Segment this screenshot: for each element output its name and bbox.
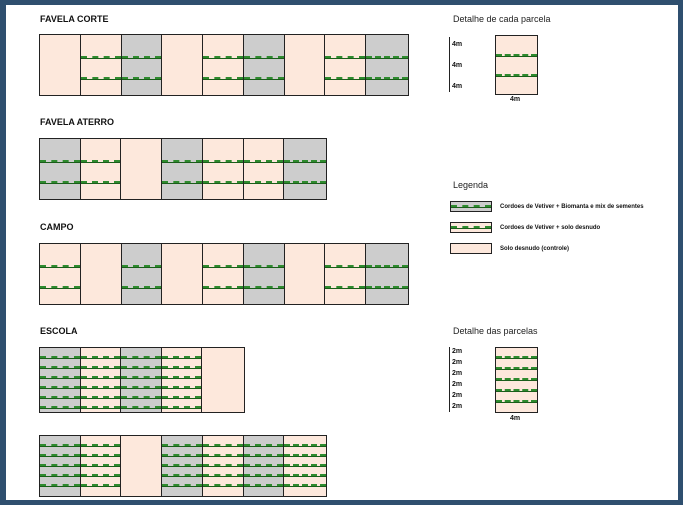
plot-control xyxy=(121,436,162,496)
vetiver-cord xyxy=(162,474,202,477)
vetiver-cord xyxy=(203,484,243,487)
plot-vetiver-bare xyxy=(203,244,244,304)
legend-label: Cordoes de Vetiver + solo desnudo xyxy=(500,224,601,231)
vetiver-cord xyxy=(203,444,243,447)
legend-swatch xyxy=(450,222,492,233)
vetiver-cord xyxy=(121,366,161,369)
plot-vetiver-biomanta xyxy=(40,348,81,412)
plot-row-escola-2 xyxy=(39,435,327,497)
vetiver-cord xyxy=(203,160,243,163)
scale-bar-vertical xyxy=(449,347,450,412)
vetiver-cord xyxy=(40,406,80,409)
vetiver-cord xyxy=(162,396,202,399)
plot-vetiver-biomanta xyxy=(284,139,326,199)
vetiver-cord xyxy=(203,464,243,467)
vetiver-cord xyxy=(40,265,80,268)
vetiver-cord xyxy=(81,181,121,184)
plot-vetiver-bare xyxy=(40,244,81,304)
vetiver-cord xyxy=(366,77,408,80)
plot-control xyxy=(162,35,203,95)
vetiver-cord xyxy=(284,160,326,163)
vetiver-cord xyxy=(40,286,80,289)
vetiver-cord xyxy=(496,367,537,370)
section-title-favela-aterro: FAVELA ATERRO xyxy=(40,117,114,127)
plot-vetiver-bare xyxy=(81,35,122,95)
plot-vetiver-biomanta xyxy=(121,348,162,412)
vetiver-cord xyxy=(162,386,202,389)
vetiver-cord xyxy=(40,484,80,487)
vetiver-cord xyxy=(366,56,408,59)
vetiver-cord xyxy=(162,160,202,163)
legend-label: Solo desnudo (controle) xyxy=(500,245,569,252)
vetiver-cord xyxy=(81,366,121,369)
plot-vetiver-biomanta xyxy=(244,244,285,304)
section-title-escola: ESCOLA xyxy=(40,326,78,336)
vetiver-cord xyxy=(40,376,80,379)
vetiver-cord xyxy=(162,464,202,467)
vetiver-cord xyxy=(122,56,162,59)
plot-vetiver-bare xyxy=(284,436,326,496)
vetiver-cord xyxy=(40,454,80,457)
vetiver-cord xyxy=(81,484,121,487)
vetiver-cord xyxy=(284,181,326,184)
vetiver-cord xyxy=(81,454,121,457)
scale-label: 2m xyxy=(452,381,463,388)
scale-label: 4m xyxy=(452,83,463,90)
plot-vetiver-biomanta xyxy=(244,35,285,95)
vetiver-cord xyxy=(40,464,80,467)
vetiver-cord xyxy=(81,406,121,409)
plot-vetiver-biomanta xyxy=(162,139,203,199)
vetiver-cord xyxy=(162,356,202,359)
plot-row-escola-1 xyxy=(39,347,245,413)
vetiver-cord xyxy=(162,376,202,379)
plot-control xyxy=(40,35,81,95)
vetiver-cord xyxy=(496,74,537,77)
plot-vetiver-biomanta xyxy=(366,244,408,304)
vetiver-cord xyxy=(40,160,80,163)
plot-vetiver-biomanta xyxy=(122,244,163,304)
vetiver-cord xyxy=(244,265,284,268)
plot-vetiver-biomanta xyxy=(162,436,203,496)
vetiver-cord xyxy=(203,181,243,184)
vetiver-cord xyxy=(284,464,326,467)
legend-swatch xyxy=(450,201,492,212)
vetiver-cord xyxy=(496,400,537,403)
plot-control xyxy=(202,348,244,412)
plot-vetiver-biomanta xyxy=(244,436,285,496)
scale-label-bottom: 4m xyxy=(510,415,521,422)
vetiver-cord xyxy=(40,356,80,359)
vetiver-cord xyxy=(40,444,80,447)
plot-vetiver-bare xyxy=(325,35,366,95)
plot-row-favela-corte xyxy=(39,34,409,96)
plot-vetiver-bare xyxy=(81,348,122,412)
plot-vetiver-biomanta xyxy=(366,35,408,95)
legend-title: Legenda xyxy=(453,180,489,190)
vetiver-cord xyxy=(162,444,202,447)
vetiver-cord xyxy=(162,181,202,184)
scale-label: 2m xyxy=(452,403,463,410)
vetiver-cord xyxy=(244,464,284,467)
plot-control xyxy=(285,244,326,304)
scale-label: 2m xyxy=(452,359,463,366)
detail-plot-multi xyxy=(495,347,538,413)
vetiver-cord xyxy=(325,265,365,268)
plot-vetiver-biomanta xyxy=(40,139,81,199)
vetiver-cord xyxy=(451,226,491,229)
vetiver-cord xyxy=(81,444,121,447)
vetiver-cord xyxy=(121,396,161,399)
detail-title-parcelas: Detalhe das parcelas xyxy=(453,326,538,336)
vetiver-cord xyxy=(496,356,537,359)
scale-label: 4m xyxy=(452,62,463,69)
legend-item-control xyxy=(450,243,569,254)
vetiver-cord xyxy=(162,454,202,457)
scale-label: 4m xyxy=(452,41,463,48)
vetiver-cord xyxy=(244,56,284,59)
plot-row-campo xyxy=(39,243,409,305)
legend-swatch xyxy=(450,243,492,254)
plot-control xyxy=(285,35,326,95)
legend-label: Cordoes de Vetiver + Biomanta e mix de sementes xyxy=(500,203,644,210)
vetiver-cord xyxy=(81,356,121,359)
vetiver-cord xyxy=(81,56,121,59)
section-title-favela-corte: FAVELA CORTE xyxy=(40,14,109,24)
legend-item-biomanta xyxy=(450,201,644,212)
vetiver-cord xyxy=(203,286,243,289)
vetiver-cord xyxy=(81,396,121,399)
plot-vetiver-bare xyxy=(203,35,244,95)
vetiver-cord xyxy=(496,378,537,381)
vetiver-cord xyxy=(203,77,243,80)
vetiver-cord xyxy=(121,406,161,409)
vetiver-cord xyxy=(244,160,284,163)
vetiver-cord xyxy=(451,205,491,208)
scale-label-bottom: 4m xyxy=(510,96,521,103)
vetiver-cord xyxy=(122,77,162,80)
vetiver-cord xyxy=(81,386,121,389)
vetiver-cord xyxy=(162,484,202,487)
plot-vetiver-bare xyxy=(325,244,366,304)
vetiver-cord xyxy=(121,356,161,359)
plot-vetiver-bare xyxy=(81,436,122,496)
detail-title-parcela: Detalhe de cada parcela xyxy=(453,14,551,24)
plot-vetiver-bare xyxy=(203,436,244,496)
vetiver-cord xyxy=(81,160,121,163)
vetiver-cord xyxy=(203,454,243,457)
vetiver-cord xyxy=(121,386,161,389)
plot-vetiver-biomanta xyxy=(40,436,81,496)
vetiver-cord xyxy=(244,484,284,487)
vetiver-cord xyxy=(325,77,365,80)
vetiver-cord xyxy=(325,56,365,59)
vetiver-cord xyxy=(203,56,243,59)
vetiver-cord xyxy=(496,389,537,392)
plot-vetiver-bare xyxy=(244,139,285,199)
vetiver-cord xyxy=(244,454,284,457)
vetiver-cord xyxy=(40,474,80,477)
vetiver-cord xyxy=(244,286,284,289)
plot-control xyxy=(81,244,122,304)
vetiver-cord xyxy=(284,454,326,457)
scale-label: 2m xyxy=(452,392,463,399)
vetiver-cord xyxy=(40,396,80,399)
vetiver-cord xyxy=(40,181,80,184)
scale-label: 2m xyxy=(452,348,463,355)
scale-label: 2m xyxy=(452,370,463,377)
vetiver-cord xyxy=(121,376,161,379)
vetiver-cord xyxy=(244,77,284,80)
plot-control xyxy=(162,244,203,304)
vetiver-cord xyxy=(81,77,121,80)
vetiver-cord xyxy=(284,444,326,447)
vetiver-cord xyxy=(81,376,121,379)
vetiver-cord xyxy=(162,366,202,369)
vetiver-cord xyxy=(81,464,121,467)
vetiver-cord xyxy=(284,484,326,487)
vetiver-cord xyxy=(244,444,284,447)
vetiver-cord xyxy=(325,286,365,289)
vetiver-cord xyxy=(122,286,162,289)
vetiver-cord xyxy=(122,265,162,268)
vetiver-cord xyxy=(496,54,537,57)
section-title-campo: CAMPO xyxy=(40,222,74,232)
plot-vetiver-bare xyxy=(162,348,203,412)
vetiver-cord xyxy=(40,366,80,369)
plot-vetiver-biomanta xyxy=(122,35,163,95)
vetiver-cord xyxy=(366,265,408,268)
vetiver-cord xyxy=(203,474,243,477)
plot-vetiver-bare xyxy=(203,139,244,199)
vetiver-cord xyxy=(284,474,326,477)
vetiver-cord xyxy=(366,286,408,289)
scale-bar-vertical xyxy=(449,37,450,92)
vetiver-cord xyxy=(162,406,202,409)
plot-vetiver-bare xyxy=(81,139,122,199)
vetiver-cord xyxy=(81,474,121,477)
legend-item-vetiver-bare xyxy=(450,222,600,233)
plot-control xyxy=(121,139,162,199)
plot-row-favela-aterro xyxy=(39,138,327,200)
detail-plot-single xyxy=(495,35,538,95)
vetiver-cord xyxy=(244,474,284,477)
vetiver-cord xyxy=(203,265,243,268)
vetiver-cord xyxy=(40,386,80,389)
vetiver-cord xyxy=(244,181,284,184)
